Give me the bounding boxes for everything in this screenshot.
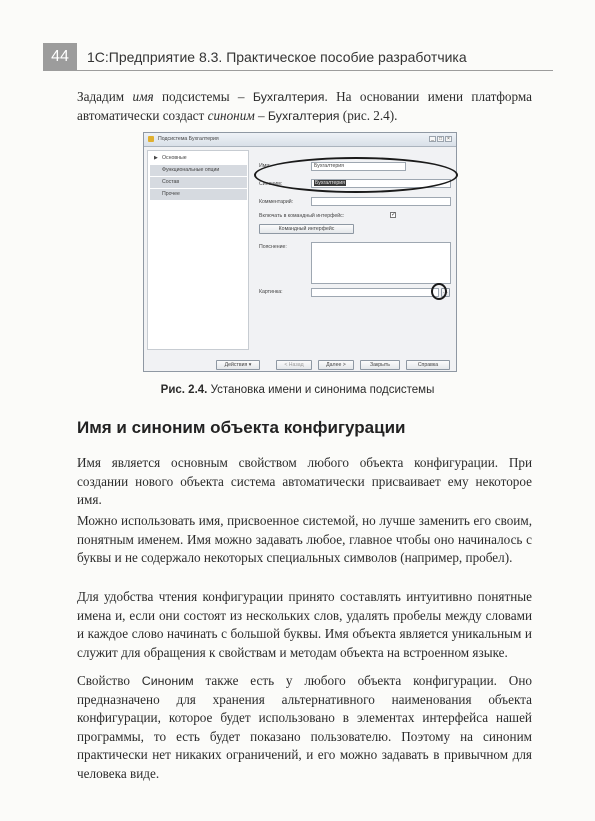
header-rule [77, 70, 553, 71]
command-interface-button[interactable]: Командный интерфейс [259, 224, 354, 234]
nav-item-functional-options[interactable]: Функциональные опции [150, 165, 247, 176]
name-synonym-highlight [254, 157, 458, 193]
picture-button-highlight [431, 283, 447, 300]
minimize-icon[interactable]: _ [429, 136, 436, 142]
paragraph-1: Имя является основным свойством любого объекта конфигурации. При создании нового объекта система автоматически присваивает ему некоторое имя. [77, 455, 532, 507]
dialog-nav [147, 150, 249, 350]
close-button[interactable]: Закрыть [360, 360, 400, 370]
page-number: 44 [43, 43, 77, 71]
include-label: Включать в командный интерфейс: [259, 213, 345, 219]
paragraph-2: Можно использовать имя, присвоенное системой, но лучше заменить его своим, понятным именем. Имя можно задавать любое, главное чтобы оно начиналось с буквы и не содержало некоторых специальных символов (например, пробел). [77, 513, 532, 565]
name-label: Имя: [259, 163, 271, 169]
next-button[interactable]: Далее > [318, 360, 354, 370]
picture-select-button[interactable]: … [442, 289, 449, 295]
comment-label: Комментарий: [259, 199, 294, 205]
dialog-title-bar [144, 133, 456, 147]
paragraph-4: Свойство Синоним также есть у любого объекта конфигурации. Оно предназначено для хранения альтернативного наименования объекта конфигурации, которое будет использовано в элементах интерфейса нашей программы, то есть будет показано пользователю. Поэтому на синоним практически нет никаких ограничений, и его можно задавать в привычном для человека виде. [77, 673, 532, 781]
running-title: 1С:Предприятие 8.3. Практическое пособие разработчика [87, 49, 467, 65]
nav-item-other[interactable]: Прочее [150, 189, 247, 200]
comment-input[interactable] [311, 197, 451, 206]
arrow-right-icon: ▶ [154, 155, 158, 161]
explanation-label: Пояснение: [259, 244, 287, 250]
include-checkbox[interactable]: ✓ [391, 212, 397, 218]
nav-item-main[interactable]: ▶ Основные [150, 153, 247, 164]
subsystem-dialog [143, 132, 457, 372]
paragraph-3: Для удобства чтения конфигурации принято составлять интуитивно понятные имена и, если они состоят из нескольких слов, удалять пробелы между словами и каждое слово начинать с большой буквы. Имя объекта является уникальным и служит для обращения к свойствам и методам объекта на встроенном языке. [77, 589, 532, 660]
intro-paragraph: Зададим имя подсистемы – Бухгалтерия. На основании имени платформа автоматически создаст синоним – Бухгалтерия (рис. 2.4). [77, 89, 532, 123]
actions-button[interactable]: Действия ▾ [216, 360, 260, 370]
back-button[interactable]: < Назад [276, 360, 312, 370]
dialog-title: Подсистема Бухгалтерия [158, 136, 219, 142]
picture-input[interactable] [311, 288, 439, 297]
subsystem-icon [148, 136, 154, 142]
help-button[interactable]: Справка [406, 360, 450, 370]
figure-caption: Рис. 2.4. Установка имени и синонима подсистемы [160, 384, 435, 396]
synonym-input[interactable]: Бухгалтерия [311, 179, 451, 188]
explanation-textarea[interactable] [311, 242, 451, 284]
page-header [43, 43, 553, 71]
picture-label: Картинка: [259, 289, 283, 295]
section-heading: Имя и синоним объекта конфигурации [77, 418, 406, 437]
maximize-icon[interactable]: □ [438, 136, 443, 142]
synonym-label: Синоним: [259, 181, 283, 187]
name-input[interactable]: Бухгалтерия [311, 162, 406, 171]
nav-item-content[interactable]: Состав [150, 177, 247, 188]
close-icon[interactable]: × [445, 136, 452, 142]
chevron-down-icon: ▾ [248, 362, 252, 368]
